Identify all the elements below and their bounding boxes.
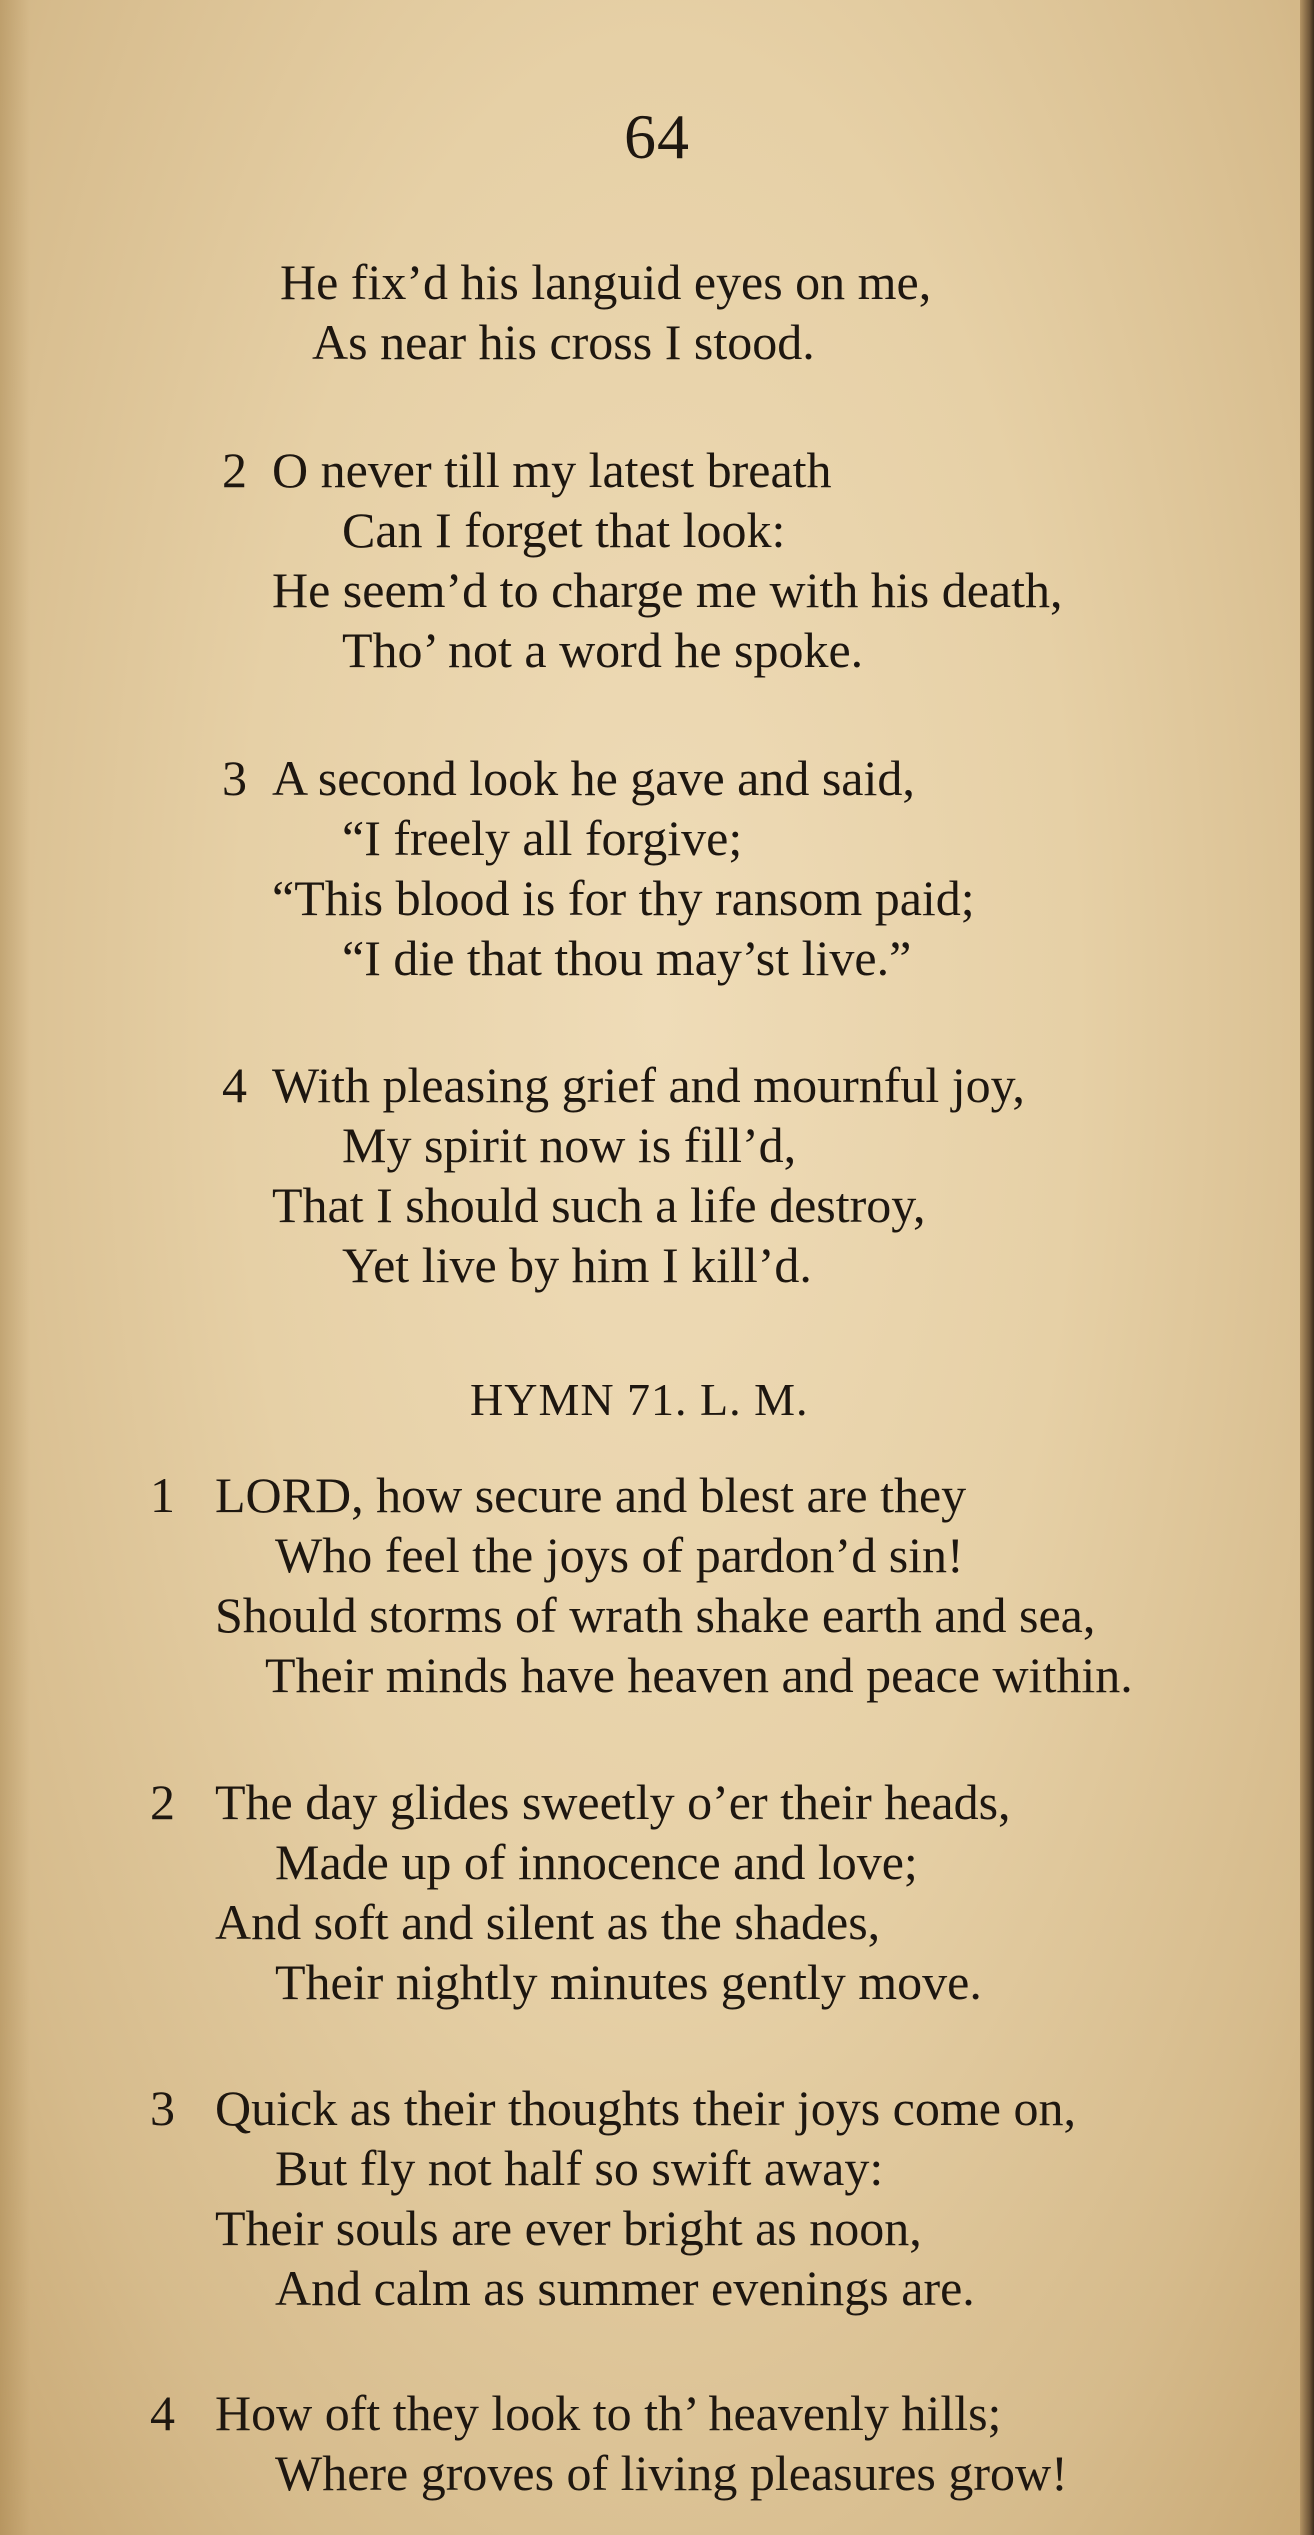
verse-line: How oft they look to th’ heavenly hills; — [215, 2385, 1002, 2441]
book-spine-edge — [1300, 0, 1314, 2535]
verse-line: Yet live by him I kill’d. — [342, 1237, 812, 1293]
verse-line: O never till my latest breath — [272, 442, 832, 498]
verse-line: And soft and silent as the shades, — [215, 1894, 881, 1950]
page-edge-shadow — [0, 0, 30, 2535]
verse-line: Where groves of living pleasures grow! — [275, 2445, 1068, 2501]
verse-line: That I should such a life destroy, — [272, 1177, 926, 1233]
verse-line: Their souls are ever bright as noon, — [215, 2200, 922, 2256]
verse-line: My spirit now is fill’d, — [342, 1117, 797, 1173]
verse-line: “This blood is for thy ransom paid; — [272, 870, 975, 926]
verse-line: Who feel the joys of pardon’d sin! — [275, 1527, 964, 1583]
verse-line: LORD, how secure and blest are they — [215, 1467, 967, 1523]
verse-line: “I die that thou may’st live.” — [342, 930, 912, 986]
verse-line: And calm as summer evenings are. — [275, 2260, 975, 2316]
verse-line: Their nightly minutes gently move. — [275, 1954, 982, 2010]
verse-line: He fix’d his languid eyes on me, — [280, 254, 932, 310]
verse-line: A second look he gave and said, — [272, 750, 915, 806]
verse-number: 2 — [222, 442, 247, 498]
verse-number: 1 — [150, 1467, 175, 1523]
verse-line: Should storms of wrath shake earth and sea, — [215, 1587, 1096, 1643]
page-number: 64 — [624, 101, 690, 172]
verse-number: 3 — [150, 2080, 175, 2136]
verse-number: 2 — [150, 1774, 175, 1830]
verse-line: Their minds have heaven and peace within. — [265, 1647, 1133, 1703]
verse-line: The day glides sweetly o’er their heads, — [215, 1774, 1011, 1830]
verse-number: 4 — [150, 2385, 175, 2441]
verse-line: As near his cross I stood. — [312, 314, 815, 370]
verse-line: Made up of innocence and love; — [275, 1834, 918, 1890]
verse-number: 3 — [222, 750, 247, 806]
verse-line: With pleasing grief and mournful joy, — [272, 1057, 1025, 1113]
verse-line: Can I forget that look: — [342, 502, 786, 558]
verse-line: Tho’ not a word he spoke. — [342, 622, 864, 678]
verse-number: 4 — [222, 1057, 247, 1113]
verse-line: But fly not half so swift away: — [275, 2140, 884, 2196]
verse-line: “I freely all forgive; — [342, 810, 743, 866]
hymn-heading: HYMN 71. L. M. — [470, 1374, 809, 1425]
verse-line: Quick as their thoughts their joys come on, — [215, 2080, 1076, 2136]
verse-line: He seem’d to charge me with his death, — [272, 562, 1063, 618]
